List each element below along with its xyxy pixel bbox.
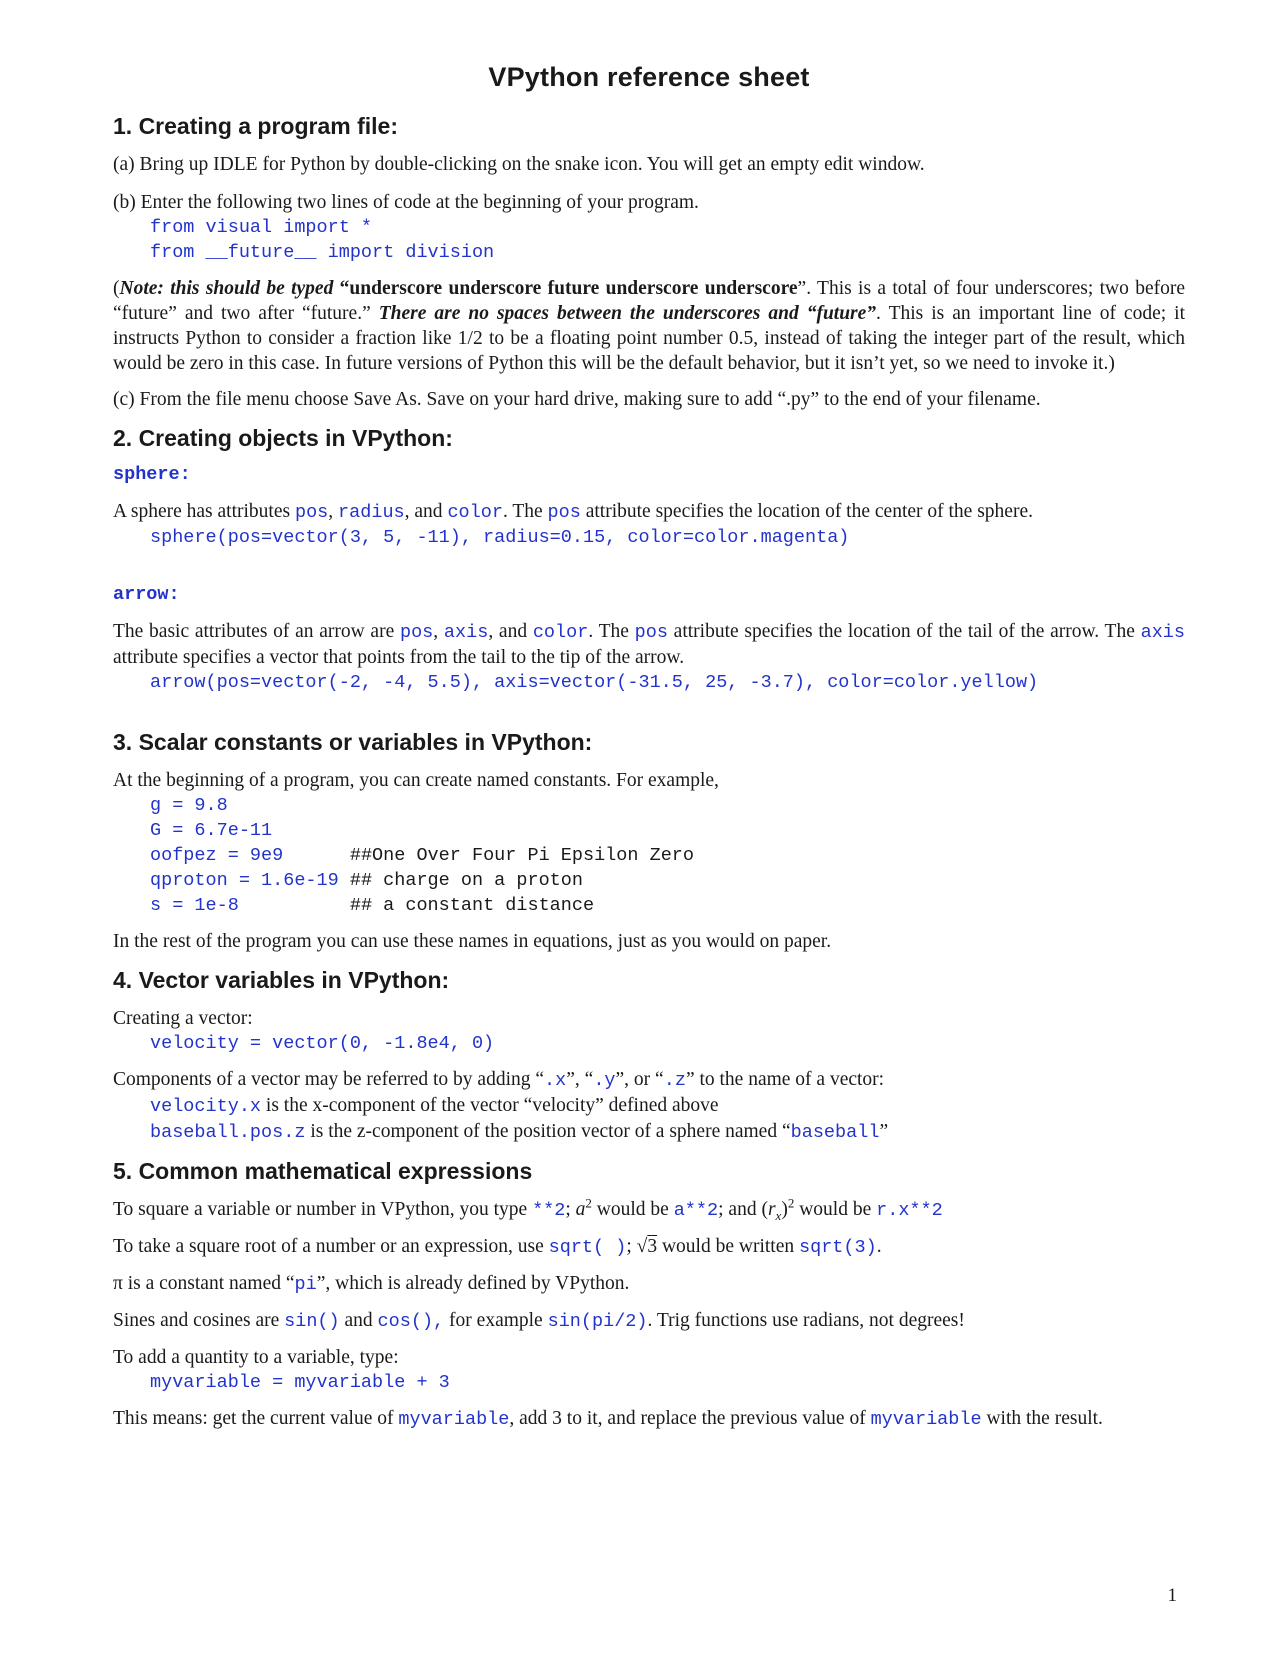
constant-row: s = 1e-8 ## a constant distance <box>150 895 595 916</box>
import-code <box>113 215 1185 265</box>
section-1-heading: 1. Creating a program file: <box>113 113 399 139</box>
section-2-heading: 2. Creating objects in VPython: <box>113 425 453 451</box>
vector-code: velocity = vector(0, -1.8e4, 0) <box>150 1033 495 1054</box>
arrow-keyword: arrow: <box>113 584 180 605</box>
constants-outro: In the rest of the program you can use these names in equations, just as you would on paper. <box>113 931 832 952</box>
constant-row: G = 6.7e-11 <box>150 820 273 841</box>
section-3-heading: 3. Scalar constants or variables in VPython: <box>113 729 593 755</box>
code-line-2: from __future__ import division <box>150 242 495 263</box>
arrow-code: arrow(pos=vector(-2, -4, 5.5), axis=vector(-31.5, 25, -3.7), color=color.yellow) <box>150 672 1039 693</box>
constant-row: g = 9.8 <box>150 795 228 816</box>
arrow-description: The basic attributes of an arrow are pos, axis, and color. The pos attribute specifies the location of the tail of the arrow. The axis attribute specifies a vector that points from the tail to the tip of the arrow. <box>113 621 1186 668</box>
constants-code <box>113 793 1185 918</box>
velocity-x-line: velocity.x is the x-component of the vector “velocity” defined above <box>150 1095 719 1117</box>
constants-intro: At the beginning of a program, you can create named constants. For example, <box>113 770 719 791</box>
meaning-text: This means: get the current value of myvariable, add 3 to it, and replace the previous value of myvariable with the result. <box>113 1408 1103 1430</box>
document-page <box>113 62 1185 1443</box>
page-title: VPython reference sheet <box>488 62 810 92</box>
sqrt-text: To take a square root of a number or an expression, use sqrt( ); √3 would be written sqrt(3). <box>113 1236 882 1258</box>
components-text: Components of a vector may be referred to by adding “.x”, “.y”, or “.z” to the name of a vector: <box>113 1069 885 1091</box>
code-line-1: from visual import * <box>150 217 373 238</box>
pi-text: π is a constant named “pi”, which is already defined by VPython. <box>113 1273 630 1295</box>
sphere-code: sphere(pos=vector(3, 5, -11), radius=0.15, color=color.magenta) <box>150 527 850 548</box>
add-text: To add a quantity to a variable, type: <box>113 1347 399 1368</box>
add-code: myvariable = myvariable + 3 <box>150 1372 450 1393</box>
sphere-description: A sphere has attributes pos, radius, and color. The pos attribute specifies the location of the center of the sphere. <box>113 501 1033 523</box>
create-vector-label: Creating a vector: <box>113 1008 253 1029</box>
trig-text: Sines and cosines are sin() and cos(), for example sin(pi/2). Trig functions use radians, not degrees! <box>113 1310 965 1332</box>
step-a: (a) Bring up IDLE for Python by double-clicking on the snake icon. You will get an empty edit window. <box>113 154 925 175</box>
underscore-note: (Note: this should be typed “underscore underscore future underscore underscore”. This is a total of four underscores; two before “future” and two after “future.” There are no spaces between the underscores and “future”. This is an important line of code; it instructs Python to consider a fraction like 1/2 to be a floating point number 0.5, instead of taking the integer part of the result, which would be zero in this case. In future versions of Python this will be the default behavior, but it isn’t yet, so we need to invoke it.) <box>113 278 1185 374</box>
page-number: 1 <box>1167 1585 1177 1606</box>
constant-row: oofpez = 9e9 ##One Over Four Pi Epsilon Zero <box>150 845 694 866</box>
sphere-keyword: sphere: <box>113 464 191 485</box>
section-4-heading: 4. Vector variables in VPython: <box>113 967 450 993</box>
constant-row: qproton = 1.6e-19 ## charge on a proton <box>150 870 583 891</box>
baseball-z-line: baseball.pos.z is the z-component of the position vector of a sphere named “baseball” <box>150 1121 889 1143</box>
step-b: (b) Enter the following two lines of code at the beginning of your program. <box>113 192 699 213</box>
square-text: To square a variable or number in VPython, you type **2; $a^2$ would be a**2; and $(r_x)^2$ would be r.x**2 <box>113 1195 943 1223</box>
step-c: (c) From the file menu choose Save As. Save on your hard drive, making sure to add “.py” to the end of your filename. <box>113 389 1041 410</box>
section-5-heading: 5. Common mathematical expressions <box>113 1158 533 1184</box>
